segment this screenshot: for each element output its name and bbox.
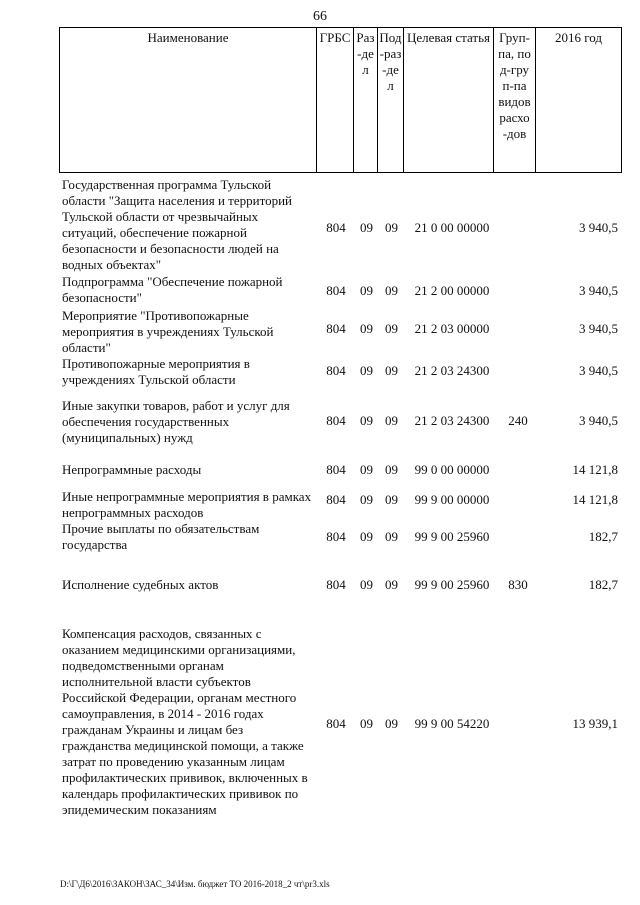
row-amount: 3 940,5: [579, 363, 618, 378]
row-amount: 3 940,5: [579, 321, 618, 336]
row-amount: 14 121,8: [572, 462, 618, 477]
row-name: Противопожарные мероприятия в учреждениях Тульской области: [62, 356, 250, 387]
row-grbs: 804: [326, 529, 346, 544]
row-name: Непрограммные расходы: [62, 462, 202, 477]
row-amount: 182,7: [588, 577, 618, 592]
row-podrazdel: 09: [385, 283, 398, 298]
row-razdel: 09: [360, 529, 373, 544]
row-grbs: 804: [326, 577, 346, 592]
row-grbs: 804: [326, 462, 346, 477]
row-target-article: 21 2 03 24300: [414, 413, 490, 428]
row-podrazdel: 09: [385, 577, 398, 592]
row-razdel: 09: [360, 716, 373, 731]
row-name: Иные закупки товаров, работ и услуг для обеспечения государственных (муниципальных) нужд: [62, 398, 290, 445]
row-podrazdel: 09: [385, 492, 398, 507]
row-grbs: 804: [326, 321, 346, 336]
row-target-article: 99 9 00 54220: [414, 716, 490, 731]
row-amount: 3 940,5: [579, 220, 618, 235]
row-grbs: 804: [326, 363, 346, 378]
row-grbs: 804: [326, 413, 346, 428]
row-target-article: 99 0 00 00000: [414, 462, 490, 477]
row-podrazdel: 09: [385, 220, 398, 235]
row-razdel: 09: [360, 462, 373, 477]
row-expense-group: 830: [508, 577, 528, 592]
header-grbs: ГРБС: [317, 28, 354, 172]
row-target-article: 21 2 00 00000: [414, 283, 490, 298]
table-header: [59, 27, 622, 173]
row-podrazdel: 09: [385, 363, 398, 378]
row-target-article: 99 9 00 25960: [414, 577, 490, 592]
row-podrazdel: 09: [385, 529, 398, 544]
header-target-article: Целевая статья: [404, 28, 494, 172]
row-podrazdel: 09: [385, 413, 398, 428]
row-razdel: 09: [360, 321, 373, 336]
row-name: Исполнение судебных актов: [62, 577, 219, 592]
header-year: 2016 год: [555, 30, 602, 45]
row-razdel: 09: [360, 492, 373, 507]
page-number: 66: [313, 9, 327, 24]
footer-file-path: D:\Г\Д6\2016\ЗАКОН\ЗАС_34\Изм. бюджет ТО 2016-2018_2 чт\pr3.xls: [60, 879, 330, 889]
row-amount: 3 940,5: [579, 413, 618, 428]
row-grbs: 804: [326, 283, 346, 298]
row-name: Подпрограмма "Обеспечение пожарной безопасности": [62, 274, 283, 305]
row-name: Иные непрограммные мероприятия в рамках непрограммных расходов: [62, 489, 312, 520]
row-razdel: 09: [360, 577, 373, 592]
row-amount: 14 121,8: [572, 492, 618, 507]
row-target-article: 99 9 00 00000: [414, 492, 490, 507]
row-name: Мероприятие "Противопожарные мероприятия в учреждениях Тульской области": [62, 308, 274, 355]
row-podrazdel: 09: [385, 462, 398, 477]
row-target-article: 21 0 00 00000: [414, 220, 490, 235]
row-name: Государственная программа Тульской области "Защита населения и территорий Тульской области от чрезвычайных ситуаций, обеспечение пожарной безопасности и безопасности людей на водных объектах": [62, 177, 292, 272]
row-podrazdel: 09: [385, 716, 398, 731]
row-target-article: 99 9 00 25960: [414, 529, 490, 544]
row-target-article: 21 2 03 00000: [414, 321, 490, 336]
row-razdel: 09: [360, 363, 373, 378]
row-name: Компенсация расходов, связанных с оказанием медицинскими организациями, подведомственными органам исполнительной власти субъектов Российской Федерации, органам местного самоуправления, в 2014 - 2016 годах гражданам Украины и лицам без гражданства медицинской помощи, а также затрат по проведению указанным лицам профилактических прививок, включенных в календарь профилактических прививок по эпидемическим показаниям: [62, 626, 308, 817]
row-razdel: 09: [360, 413, 373, 428]
row-amount: 13 939,1: [572, 716, 618, 731]
row-grbs: 804: [326, 220, 346, 235]
header-razdel: Раз-дел: [354, 28, 378, 172]
header-expense-group: Груп-па, под-груп-па видов расхо-дов: [494, 28, 536, 172]
row-grbs: 804: [326, 716, 346, 731]
row-razdel: 09: [360, 283, 373, 298]
row-target-article: 21 2 03 24300: [414, 363, 490, 378]
header-name: Наименование: [60, 28, 317, 172]
row-name: Прочие выплаты по обязательствам государства: [62, 521, 260, 552]
row-amount: 182,7: [588, 529, 618, 544]
row-expense-group: 240: [508, 413, 528, 428]
row-podrazdel: 09: [385, 321, 398, 336]
header-podrazdel: Под-раз-дел: [378, 28, 404, 172]
row-razdel: 09: [360, 220, 373, 235]
row-grbs: 804: [326, 492, 346, 507]
row-amount: 3 940,5: [579, 283, 618, 298]
